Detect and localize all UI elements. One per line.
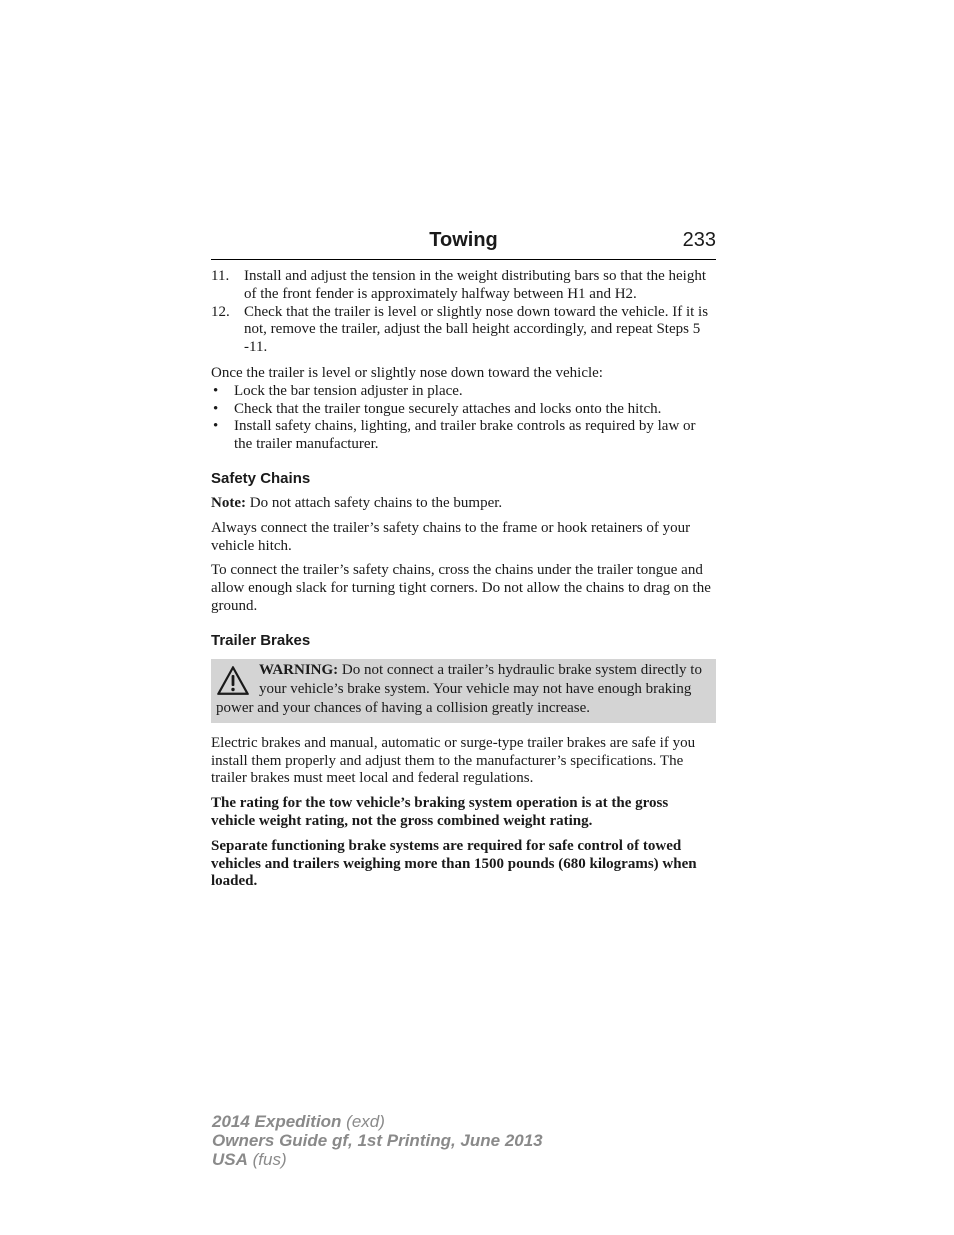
warning-text: Do not connect a trailer’s hydraulic brake system directly to your vehicle’s brake system. Your vehicle may not have enough braking power and your chances of having a collision greatly increase. xyxy=(216,661,702,716)
step-text: Install and adjust the tension in the weight distributing bars so that the height of the front fender is approximately halfway between H1 and H2. xyxy=(244,268,707,302)
bullet-glyph: • xyxy=(213,382,219,399)
page-footer xyxy=(212,1112,543,1169)
page-number: 233 xyxy=(682,229,716,251)
footer-market-code: (fus) xyxy=(247,1150,287,1169)
bullet-text: Install safety chains, lighting, and trailer brake controls as required by law or the trailer manufacturer. xyxy=(234,418,696,453)
safety-note xyxy=(211,495,716,513)
separate-brakes-note: Separate functioning brake systems are required for safe control of towed vehicles and trailers weighing more than 1500 pounds (680 kilograms) when loaded. xyxy=(211,837,697,890)
footer-line-1 xyxy=(212,1112,543,1131)
footer-model-code: (exd) xyxy=(341,1112,385,1131)
steps-list xyxy=(211,268,716,357)
footer-line-3 xyxy=(212,1150,543,1169)
bullet-text: Lock the bar tension adjuster in place. xyxy=(234,382,463,399)
safety-chains-para-1: Always connect the trailer’s safety chains to the frame or hook retainers of your vehicle hitch. xyxy=(211,519,691,554)
list-item xyxy=(211,383,716,401)
list-item xyxy=(211,304,716,357)
step-number: 12. xyxy=(211,303,230,320)
footer-line-2: Owners Guide gf, 1st Printing, June 2013 xyxy=(212,1131,543,1150)
bullet-text: Check that the trailer tongue securely attaches and locks onto the hitch. xyxy=(234,400,662,417)
step-text: Check that the trailer is level or slightly nose down toward the vehicle. If it is not, remove the trailer, adjust the ball height accordingly, and repeat Steps 5 -11. xyxy=(244,303,709,356)
list-item xyxy=(211,268,716,304)
bullet-glyph: • xyxy=(213,400,219,417)
bullet-glyph: • xyxy=(213,418,219,435)
safety-chains-para-2: To connect the trailer’s safety chains, cross the chains under the trailer tongue and allow enough slack for turning tight corners. Do not allow the chains to drag on the ground. xyxy=(211,562,711,614)
list-item xyxy=(211,401,716,419)
footer-market: USA xyxy=(212,1150,248,1169)
trailer-brakes-para-1: Electric brakes and manual, automatic or surge-type trailer brakes are safe if you install them properly and adjust them to the manufacturer’s specifications. The trailer brakes must meet local and federal regulations. xyxy=(211,734,696,787)
page-content xyxy=(211,268,716,891)
level-bullets xyxy=(211,383,716,454)
note-text: Do not attach safety chains to the bumper. xyxy=(245,494,503,511)
footer-model: 2014 Expedition xyxy=(212,1112,342,1131)
section-title: Towing xyxy=(429,229,498,251)
warning-box xyxy=(211,659,716,723)
note-label: Note: xyxy=(211,494,246,511)
list-item xyxy=(211,418,716,454)
safety-chains-heading: Safety Chains xyxy=(211,469,311,487)
page-header xyxy=(211,229,716,260)
level-intro: Once the trailer is level or slightly nose down toward the vehicle: xyxy=(211,364,603,381)
trailer-brakes-heading: Trailer Brakes xyxy=(211,631,311,649)
braking-rating-note: The rating for the tow vehicle’s braking system operation is at the gross vehicle weight rating, not the gross combined weight rating. xyxy=(211,795,669,829)
step-number: 11. xyxy=(211,268,230,284)
warning-label: WARNING: xyxy=(259,661,339,678)
warning-triangle-icon xyxy=(216,665,250,697)
